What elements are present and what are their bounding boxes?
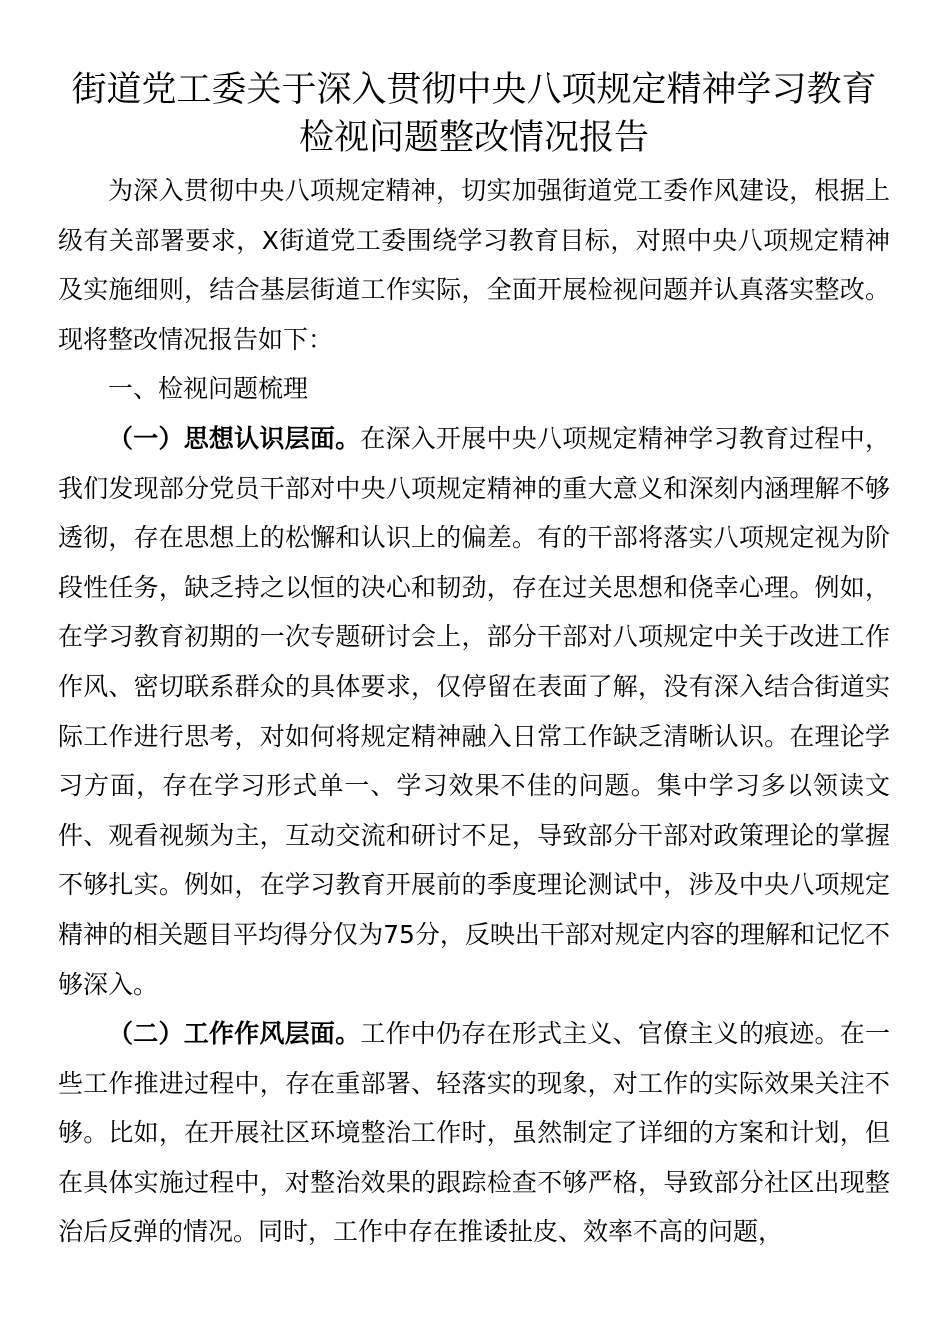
subsection-1-heading: （一）思想认识层面。: [108, 423, 361, 453]
intro-paragraph: 为深入贯彻中央八项规定精神，切实加强街道党工委作风建设，根据上级有关部署要求，X街道党工委围绕学习教育目标，对照中央八项规定精神及实施细则，结合基层街道工作实际，全面开展检视问题并认真落实整改。现将整改情况报告如下：: [58, 176, 890, 354]
subsection-2-heading: （二）工作作风层面。: [108, 1019, 361, 1049]
document-title: [58, 66, 890, 162]
title-line-1: 街道党工委关于深入贯彻中央八项规定精神学习教育: [71, 70, 877, 110]
subsection-1-body: 在深入开展中央八项规定精神学习教育过程中，我们发现部分党员干部对中央八项规定精神的重大意义和深刻内涵理解不够透彻，存在思想上的松懈和认识上的偏差。有的干部将落实八项规定视为阶段性任务，缺乏持之以恒的决心和韧劲，存在过关思想和侥幸心理。例如，在学习教育初期的一次专题研讨会上，部分干部对八项规定中关于改进工作作风、密切联系群众的具体要求，仅停留在表面了解，没有深入结合街道实际工作进行思考，对如何将规定精神融入日常工作缺乏清晰认识。在理论学习方面，存在学习形式单一、学习效果不佳的问题。集中学习多以领读文件、观看视频为主，互动交流和研讨不足，导致部分干部对政策理论的掌握不够扎实。例如，在学习教育开展前的季度理论测试中，涉及中央八项规定精神的相关题目平均得分仅为75分，反映出干部对规定内容的理解和记忆不够深入。: [58, 423, 890, 999]
section-heading-1: 一、检视问题梳理: [108, 374, 309, 404]
subsection-2-body: 工作中仍存在形式主义、官僚主义的痕迹。在一些工作推进过程中，存在重部署、轻落实的现象，对工作的实际效果关注不够。比如，在开展社区环境整治工作时，虽然制定了详细的方案和计划，但在具体实施过程中，对整治效果的跟踪检查不够严格，导致部分社区出现整治后反弹的情况。同时，工作中存在推诿扯皮、效率不高的问题，: [58, 1019, 890, 1247]
subsection-1-paragraph: [58, 414, 890, 1009]
title-line-2: 检视问题整改情况报告: [298, 118, 649, 158]
subsection-2-paragraph: [58, 1009, 890, 1257]
